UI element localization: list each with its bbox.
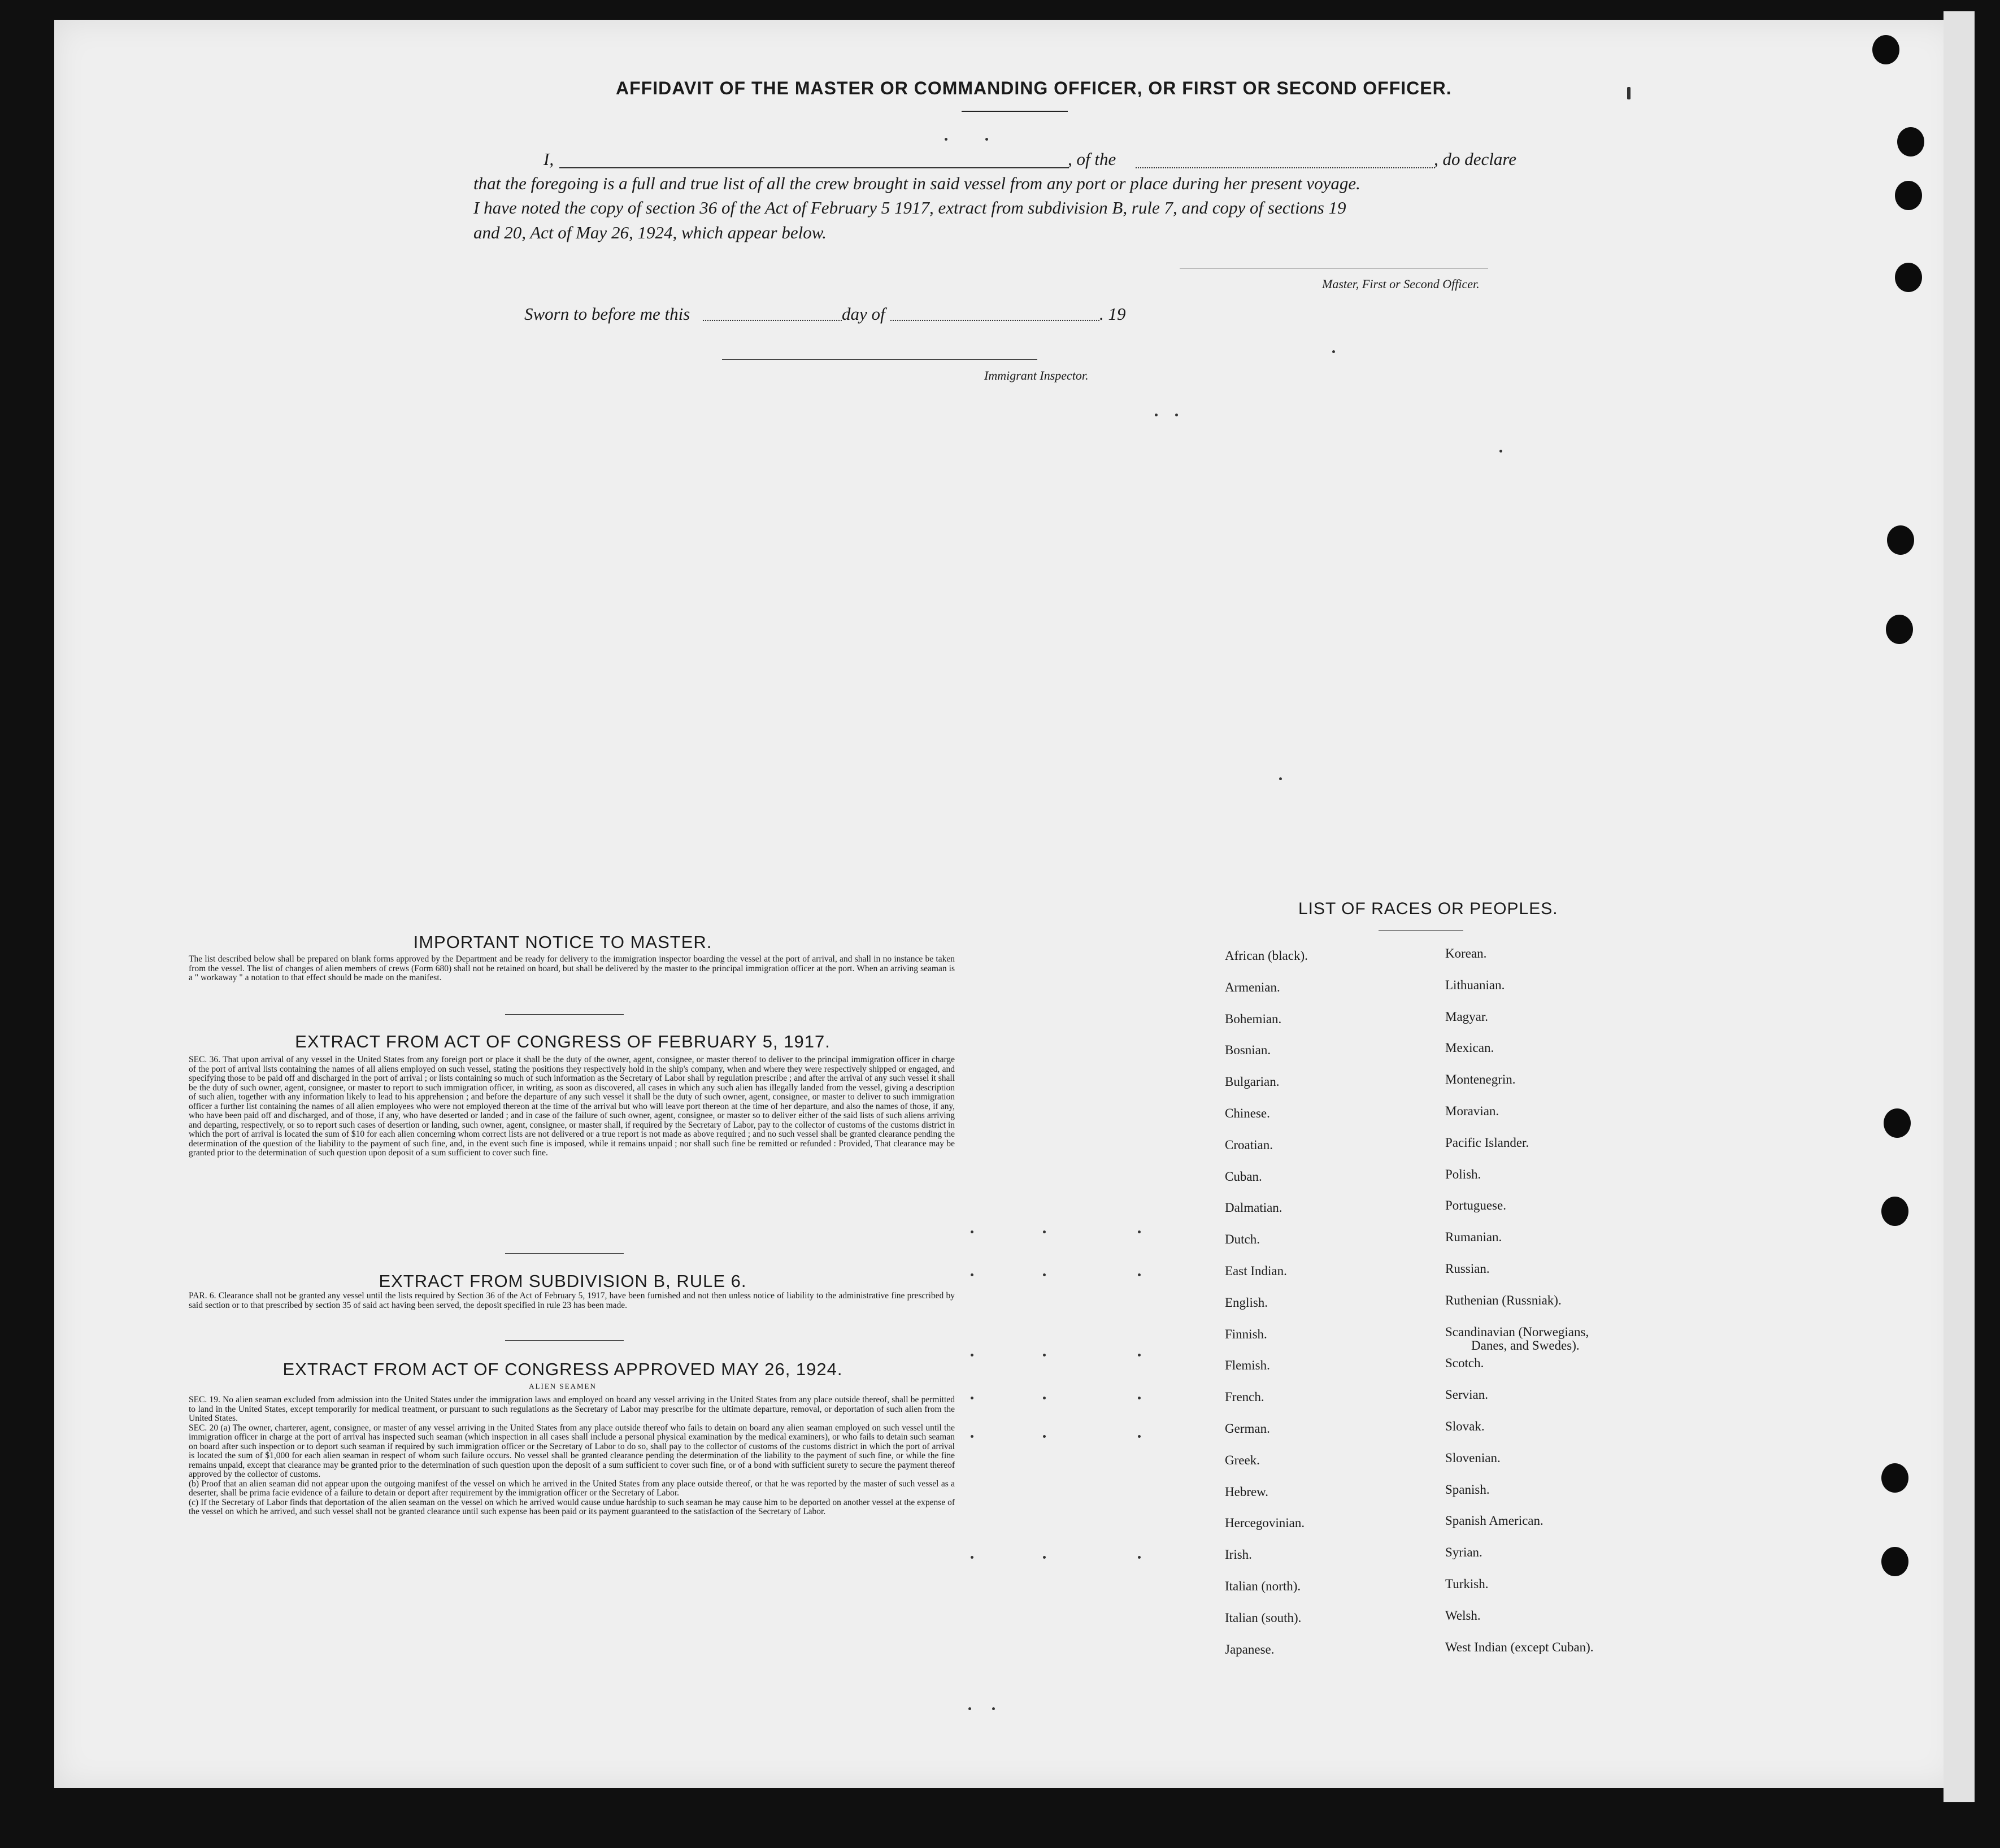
speck bbox=[971, 1230, 973, 1233]
speck bbox=[1279, 777, 1282, 780]
race-item: Russian. bbox=[1445, 1262, 1490, 1276]
race-item: Syrian. bbox=[1445, 1545, 1482, 1559]
affidavit-title: AFFIDAVIT OF THE MASTER OR COMMANDING OFFICER, OR FIRST OR SECOND OFFICER. bbox=[616, 78, 1452, 98]
section-divider bbox=[505, 1340, 624, 1341]
race-item: Pacific Islander. bbox=[1445, 1136, 1529, 1150]
race-item: Korean. bbox=[1445, 946, 1487, 960]
race-item: French. bbox=[1225, 1390, 1264, 1404]
speck bbox=[1138, 1273, 1141, 1276]
punch-hole bbox=[1881, 1547, 1908, 1576]
speck bbox=[1627, 87, 1631, 99]
race-item: African (black). bbox=[1225, 949, 1308, 963]
race-item: Montenegrin. bbox=[1445, 1072, 1516, 1086]
race-item: German. bbox=[1225, 1421, 1270, 1436]
race-item: Chinese. bbox=[1225, 1106, 1270, 1120]
affidavit-of-the: , of the bbox=[1068, 149, 1116, 169]
extract-1917-body bbox=[169, 1055, 955, 1158]
title-underline bbox=[962, 111, 1068, 112]
speck bbox=[1043, 1273, 1046, 1276]
speck bbox=[1155, 414, 1158, 416]
race-item: Hebrew. bbox=[1225, 1485, 1269, 1499]
speck bbox=[1138, 1556, 1141, 1559]
paragraph-6: PAR. 6. Clearance shall not be granted any vessel until the lists required by Section 36 of the Act of February 5, 1917, have been furnished and not then unless notice of liability to the administrative fine prescribed by said section or to that prescribed by section 35 of said act having been served, the deposit specified in rule 23 has been made. bbox=[189, 1291, 955, 1310]
sworn-prefix: Sworn to before me this bbox=[524, 304, 690, 324]
sworn-month-field[interactable] bbox=[890, 320, 1099, 321]
race-item: Slovenian. bbox=[1445, 1451, 1501, 1465]
race-item: Welsh. bbox=[1445, 1608, 1481, 1623]
race-item: Servian. bbox=[1445, 1388, 1489, 1402]
punch-hole bbox=[1872, 35, 1899, 64]
race-item: Portuguese. bbox=[1445, 1198, 1506, 1212]
race-item: Dutch. bbox=[1225, 1232, 1260, 1246]
extract-1924-body bbox=[169, 1395, 955, 1517]
race-item: Greek. bbox=[1225, 1453, 1260, 1467]
race-item: Croatian. bbox=[1225, 1138, 1273, 1152]
speck bbox=[971, 1556, 973, 1559]
section-19-paragraph: SEC. 19. No alien seaman excluded from admission into the United States under the immigration laws and employed on board any vessel arriving in the United States from any place outside thereof, shall be permitted to land in the United States, except temporarily for medical treatment, or pursuant to such regulations as the Secretary of Labor may prescribe for the ultimate departure, removal, or deportation of such alien from the United States. bbox=[189, 1395, 955, 1423]
declarant-name-field[interactable] bbox=[559, 167, 1069, 168]
race-item: Cuban. bbox=[1225, 1169, 1262, 1184]
speck bbox=[1138, 1397, 1141, 1399]
race-item: Slovak. bbox=[1445, 1419, 1485, 1433]
page-edge bbox=[1944, 11, 1975, 1802]
race-item: Ruthenian (Russniak). bbox=[1445, 1293, 1562, 1307]
race-item: Magyar. bbox=[1445, 1010, 1489, 1024]
extract-1924-title: EXTRACT FROM ACT OF CONGRESS APPROVED MAY 26, 1924. bbox=[282, 1359, 843, 1379]
speck bbox=[1043, 1435, 1046, 1438]
document-page bbox=[54, 20, 1958, 1788]
races-title: LIST OF RACES OR PEOPLES. bbox=[1298, 899, 1558, 918]
section-36-paragraph: SEC. 36. That upon arrival of any vessel in the United States from any foreign port or place it shall be the duty of the owner, agent, consignee, or master thereof to deliver to the principal immigration officer in charge of the port of arrival lists containing the names of all aliens employed on such vessel, stating the positions they respectively hold in the ship's company, when and where they were respectively shipped or engaged, and specifying those to be paid off and discharged in the port of arrival ; or lists containing so much of such information as the Secretary of Labor shall by regulation prescribe ; and after the arrival of any such vessel it shall be the duty of such owner, agent, consignee, or master to report to such immigration officer, in writing, as soon as discovered, all cases in which any such alien has illegally landed from the vessel, giving a description of such alien, together with any information likely to lead to his apprehension ; and before the departure of any such vessel it shall be the duty of such owner, agent, consignee, or master to deliver to such immigration officer a further list containing the names of all alien employees who were not employed thereon at the time of the arrival but who will leave port thereon at the time of her departure, and also the names of those, if any, who have been paid off and discharged, and of those, if any, who have deserted or landed ; and in case of the failure of such owner, agent, consignee, or master so to deliver either of the said lists of such aliens arriving and departing, respectively, or so to report such cases of desertion or landing, such owner, agent, consignee, or master shall, if required by the Secretary of Labor, pay to the collector of customs of the customs district in which the port of arrival is located the sum of $10 for each alien concerning whom correct lists are not delivered or a true report is not made as above required ; and no such vessel shall be granted clearance pending the determination of the question of the liability to the payment of such fine, and, in the event such fine is imposed, while it remains unpaid ; nor shall such fine be remitted or refunded : Provided, That clearance may be granted prior to the determination of such question upon deposit of a sum sufficient to cover such fine. bbox=[189, 1055, 955, 1158]
section-20b-paragraph: (b) Proof that an alien seaman did not appear upon the outgoing manifest of the vessel on which he arrived in the United States from any place outside thereof, or that he was reported by the master of such vessel as a deserter, shall be prima facie evidence of a failure to detain or deport after requirement by the immigration officer or the Secretary of Labor. bbox=[189, 1479, 955, 1498]
race-item: Dalmatian. bbox=[1225, 1201, 1282, 1215]
speck bbox=[971, 1354, 973, 1356]
speck bbox=[971, 1435, 973, 1438]
race-item: Bohemian. bbox=[1225, 1012, 1282, 1026]
section-20a-paragraph: SEC. 20 (a) The owner, charterer, agent, consignee, or master of any vessel arriving in the United States from any place outside thereof who fails to detain on board any alien seaman employed on such vessel until the immigration officer in charge at the port of arrival has inspected such seaman (which inspection in all cases shall include a personal physical examination by the medical examiners), or who fails to detain such seaman on board after such inspection or to deport such seaman if required by such immigration officer or the Secretary of Labor to do so, shall pay to the collector of customs of the customs district in which the port of arrival is located the sum of $1,000 for each alien seaman in respect of whom such failure occurs. No vessel shall be granted clearance pending the determination of the liability to the payment of such fine, or while the fine remains unpaid, except that clearance may be granted prior to the determination of such question upon the deposit of a sum sufficient to cover such fine, or of a bond with sufficient surety to secure the payment thereof approved by the collector of customs. bbox=[189, 1423, 955, 1479]
punch-hole bbox=[1886, 615, 1913, 644]
speck bbox=[1138, 1435, 1141, 1438]
speck bbox=[1332, 350, 1335, 353]
sworn-year: . 19 bbox=[1099, 304, 1126, 324]
notice-title: IMPORTANT NOTICE TO MASTER. bbox=[413, 932, 712, 952]
affidavit-i: I, bbox=[544, 149, 554, 169]
speck bbox=[1138, 1230, 1141, 1233]
race-item: Finnish. bbox=[1225, 1327, 1267, 1341]
punch-hole bbox=[1884, 1108, 1911, 1138]
speck bbox=[1175, 414, 1178, 416]
race-item: Armenian. bbox=[1225, 980, 1280, 994]
punch-hole bbox=[1887, 525, 1914, 555]
race-item: East Indian. bbox=[1225, 1264, 1287, 1278]
race-item: Lithuanian. bbox=[1445, 978, 1505, 992]
race-item: Bosnian. bbox=[1225, 1043, 1271, 1057]
race-item: West Indian (except Cuban). bbox=[1445, 1640, 1594, 1654]
punch-hole bbox=[1897, 127, 1924, 156]
affidavit-line-4: and 20, Act of May 26, 1924, which appear below. bbox=[473, 223, 827, 242]
extract-1917-title: EXTRACT FROM ACT OF CONGRESS OF FEBRUARY 5, 1917. bbox=[295, 1032, 831, 1051]
extract-rule6-body bbox=[169, 1292, 955, 1310]
punch-hole bbox=[1881, 1463, 1908, 1493]
affidavit-line-3: I have noted the copy of section 36 of the Act of February 5 1917, extract from subdivision B, rule 7, and copy of sections 19 bbox=[473, 198, 1346, 218]
race-item: Japanese. bbox=[1225, 1642, 1275, 1656]
punch-hole bbox=[1895, 263, 1922, 292]
inspector-caption: Immigrant Inspector. bbox=[984, 368, 1089, 382]
race-item: Scotch. bbox=[1445, 1356, 1484, 1370]
section-20c-paragraph: (c) If the Secretary of Labor finds that deportation of the alien seaman on the vessel on which he arrived would cause undue hardship to such seaman he may cause him to be deported on another vessel at the expense of the vessel on which he arrived, and such vessel shall not be granted clearance until such expense has been paid or its payment guaranteed to the satisfaction of the Secretary of Labor. bbox=[189, 1497, 955, 1516]
section-divider bbox=[505, 1253, 624, 1254]
race-item: Turkish. bbox=[1445, 1577, 1489, 1591]
sworn-day-of: day of bbox=[842, 304, 885, 324]
speck bbox=[971, 1273, 973, 1276]
inspector-signature-line[interactable] bbox=[722, 359, 1037, 360]
race-item: Rumanian. bbox=[1445, 1230, 1502, 1244]
punch-hole bbox=[1895, 181, 1922, 210]
race-item: Polish. bbox=[1445, 1167, 1481, 1181]
race-item: Spanish American. bbox=[1445, 1514, 1544, 1528]
race-item: Irish. bbox=[1225, 1547, 1252, 1562]
sworn-day-field[interactable] bbox=[703, 320, 842, 321]
speck bbox=[1043, 1354, 1046, 1356]
master-caption: Master, First or Second Officer. bbox=[1322, 277, 1480, 291]
speck bbox=[1138, 1354, 1141, 1356]
race-item: Danes, and Swedes). bbox=[1471, 1338, 1580, 1353]
race-item: Spanish. bbox=[1445, 1482, 1490, 1497]
race-item: Flemish. bbox=[1225, 1358, 1270, 1372]
speck bbox=[1043, 1397, 1046, 1399]
race-item: Hercegovinian. bbox=[1225, 1516, 1305, 1530]
affidavit-do-declare: , do declare bbox=[1434, 149, 1517, 169]
speck bbox=[968, 1707, 971, 1710]
race-item: Moravian. bbox=[1445, 1104, 1499, 1118]
speck bbox=[1043, 1556, 1046, 1559]
race-item: Scandinavian (Norwegians, bbox=[1445, 1325, 1589, 1339]
speck bbox=[992, 1707, 995, 1710]
punch-hole bbox=[1881, 1197, 1908, 1226]
speck bbox=[971, 1397, 973, 1399]
race-item: Bulgarian. bbox=[1225, 1075, 1280, 1089]
notice-paragraph: The list described below shall be prepared on blank forms approved by the Department and be ready for delivery to the immigration inspector boarding the vessel at the port of arrival, and shall in no instance be taken from the vessel. The list of changes of alien members of crews (Form 680) shall not be retained on board, but shall be delivered by the master to the principal immigration officer at the port. When an arriving seaman is a " workaway " a notation to that effect should be made on the manifest. bbox=[189, 954, 955, 982]
speck bbox=[1499, 450, 1502, 453]
extract-rule6-title: EXTRACT FROM SUBDIVISION B, RULE 6. bbox=[379, 1271, 747, 1291]
vessel-name-field[interactable] bbox=[1136, 167, 1435, 168]
notice-body bbox=[169, 955, 955, 983]
races-underline bbox=[1379, 930, 1463, 931]
speck bbox=[945, 138, 947, 141]
race-item: English. bbox=[1225, 1295, 1268, 1310]
race-item: Italian (south). bbox=[1225, 1611, 1302, 1625]
race-item: Italian (north). bbox=[1225, 1579, 1301, 1593]
affidavit-line-2: that the foregoing is a full and true list of all the crew brought in said vessel from any port or place during her present voyage. bbox=[473, 173, 1360, 193]
alien-seamen-subhead: ALIEN SEAMEN bbox=[529, 1382, 597, 1390]
section-divider bbox=[505, 1014, 624, 1015]
race-item: Mexican. bbox=[1445, 1041, 1494, 1055]
speck bbox=[985, 138, 988, 141]
speck bbox=[1043, 1230, 1046, 1233]
